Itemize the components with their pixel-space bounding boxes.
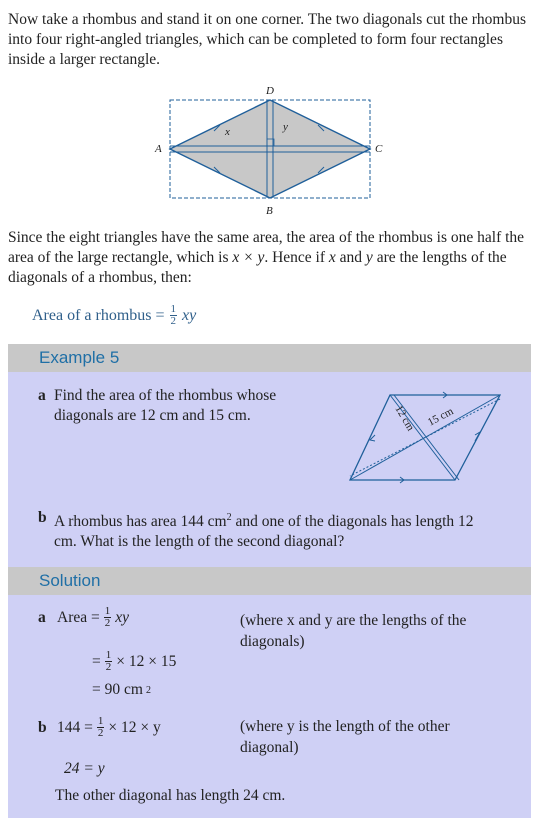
label-b: B xyxy=(266,205,273,217)
solution-b-line1: b 144 = $\frac{1}{2}$ × 12 × y xyxy=(38,715,161,739)
intro-paragraph: Now take a rhombus and stand it on one corner. The two diagonals cut the rhombus into four right-angled triangles, which can be completed to form four rectangles inside a larger rectangle. xyxy=(8,11,526,68)
solution-header: Solution xyxy=(8,567,531,595)
solution-a-line3: = 90 cm 2 xyxy=(92,681,151,698)
solution-b-line2: 24 = y xyxy=(64,760,105,777)
label-15cm: 15 cm xyxy=(425,405,456,429)
example-question-b: b A rhombus has area 144 $cm^2$ and one of the diagonals has length 12 cm. What is the length of the second diagonal? xyxy=(38,509,474,551)
solution-a-line2: = $\frac{1}{2}$ × 12 × 15 xyxy=(92,649,177,673)
label-d: D xyxy=(266,85,274,97)
example-rhombus-diagram xyxy=(345,380,505,490)
rhombus-shape xyxy=(170,100,370,198)
solution-a-note: (where x and y are the lengths of the diagonals) xyxy=(240,612,467,650)
rhombus-rectangle-diagram xyxy=(150,82,390,220)
solution-conclusion: The other diagonal has length 24 cm. xyxy=(55,787,286,804)
example-question-a: a Find the area of the rhombus whose diagonals are 12 cm and 15 cm. xyxy=(38,387,277,424)
half-fraction: $\frac{1}{2}$ xyxy=(170,303,177,327)
example-header: Example 5 xyxy=(8,344,531,372)
solution-b-note: (where y is the length of the other diagonal) xyxy=(240,718,450,756)
label-y: y xyxy=(283,121,288,133)
intro-paragraph-2: Since the eight triangles have the same area, the area of the rhombus is one half the area of the large rectangle, which is x × y. Hence if x and y are the lengths of the diagonals of a rhombus, then: xyxy=(8,229,525,286)
rhombus-area-formula: Area of a rhombus = $\frac{1}{2}$ xy xyxy=(32,303,197,327)
label-c: C xyxy=(375,143,383,155)
solution-a-line1: a Area = $\frac{1}{2}$ xy xyxy=(38,605,129,629)
label-x: x xyxy=(225,126,230,138)
label-a: A xyxy=(155,143,162,155)
label-12cm: 12 cm xyxy=(392,403,417,434)
